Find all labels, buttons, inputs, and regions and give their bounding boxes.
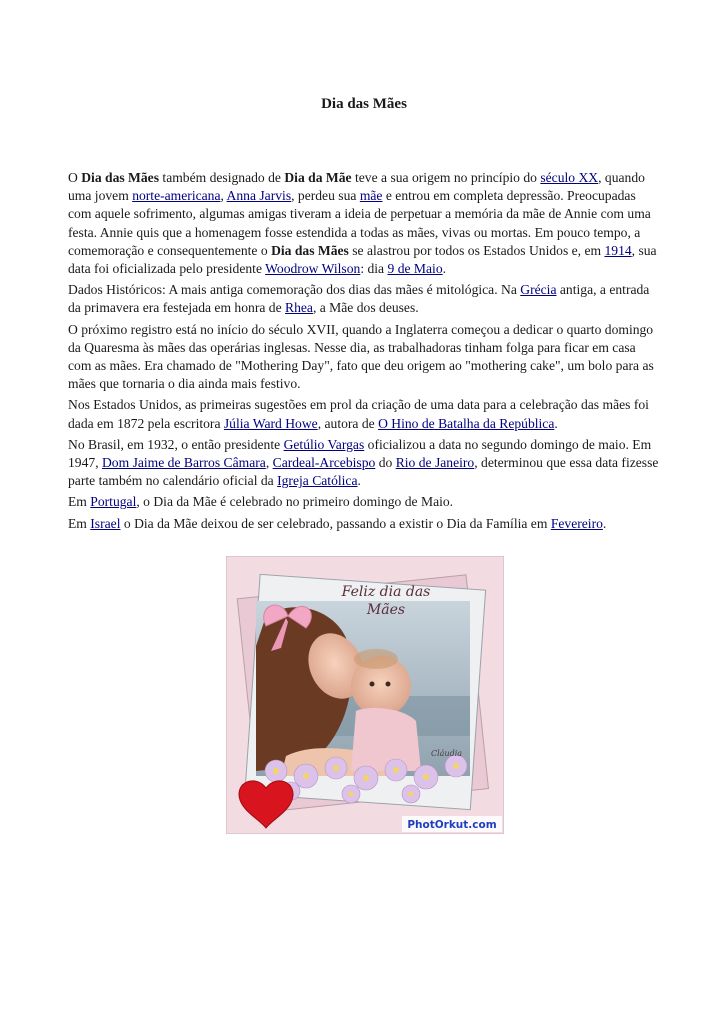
text: .: [554, 415, 558, 431]
text: , determinou que essa data fizesse parte também no calendário oficial da: [68, 455, 659, 489]
link-grecia[interactable]: Grécia: [520, 282, 557, 298]
text: : dia: [360, 261, 388, 277]
paragraph-intro: [68, 169, 662, 278]
paragraph-portugal: [68, 493, 662, 511]
link-rio-de-janeiro[interactable]: Rio de Janeiro: [395, 455, 475, 471]
card-caption-2: Mães: [366, 602, 406, 618]
link-portugal[interactable]: Portugal: [90, 494, 137, 510]
text: , a Mãe dos deuses.: [312, 300, 419, 316]
text: Nos Estados Unidos, as primeiras sugestões em prol da criação de uma data para a celebração das mães foi dada em 1872 pela escritora: [68, 397, 649, 431]
baby-body: [351, 708, 421, 771]
text: .: [357, 473, 361, 489]
paragraph-brazil: [68, 436, 662, 491]
link-rhea[interactable]: Rhea: [285, 300, 313, 316]
text: , sua data foi oficializada pelo presidente: [68, 242, 657, 277]
bold-text: Dia da Mãe: [284, 170, 352, 185]
text: Dados Históricos: A mais antiga comemoração dos dias das mães é mitológica. Na: [68, 282, 521, 298]
paragraph-usa: [68, 396, 662, 432]
text: , quando uma jovem: [68, 170, 645, 204]
card-illustration: [226, 556, 504, 834]
paragraph-england: [68, 321, 662, 394]
text: O próximo registro está no início do século XVII, quando a Inglaterra começou a dedicar o quarto domingo da Quaresma às mães das operárias inglesas. Nesse dia, as trabalhadoras tinham folga para ficar em casa com as mães. Era chamado de "Mothering Day", fato que deu origem ao "mothering cake", um bolo para as mães que tornaria o dia ainda mais festivo.: [68, 321, 654, 392]
text: , autora de: [317, 415, 379, 431]
text: teve a sua origem no princípio do: [351, 170, 541, 185]
link-mae[interactable]: mãe: [359, 188, 383, 204]
bold-text: Dia das Mães: [81, 170, 160, 185]
page-title: Dia das Mães: [321, 96, 407, 112]
text: ,: [220, 188, 227, 204]
link-9-de-maio[interactable]: 9 de Maio: [387, 261, 443, 277]
text: ,: [265, 455, 273, 471]
link-norte-americana[interactable]: norte-americana: [132, 188, 221, 204]
baby-hair: [354, 649, 398, 669]
text: se alastrou por todos os Estados Unidos e, em: [348, 242, 605, 258]
link-hino-batalha-republica[interactable]: O Hino de Batalha da República: [378, 415, 555, 431]
link-dom-jaime[interactable]: Dom Jaime de Barros Câmara: [101, 455, 266, 471]
link-getulio-vargas[interactable]: Getúlio Vargas: [283, 436, 365, 452]
text: também designado de: [159, 170, 285, 185]
paragraph-israel: [68, 515, 662, 533]
text: .: [602, 515, 607, 531]
mothers-day-card-image: [226, 556, 504, 834]
signature: Cláudia: [431, 749, 463, 758]
text: O: [68, 170, 82, 185]
link-julia-ward-howe[interactable]: Júlia Ward Howe: [223, 415, 318, 431]
link-igreja-catolica[interactable]: Igreja Católica: [277, 473, 358, 489]
link-1914[interactable]: 1914: [604, 242, 632, 258]
paragraph-historical: [68, 281, 662, 317]
link-cardeal-arcebispo[interactable]: Cardeal-Arcebispo: [272, 455, 376, 471]
text: o Dia da Mãe deixou de ser celebrado, passando a existir o Dia da Família em: [120, 515, 551, 531]
link-fevereiro[interactable]: Fevereiro: [550, 515, 603, 531]
text: Em: [68, 515, 91, 531]
watermark-text: PhotOrkut.com: [407, 819, 497, 831]
link-seculo-xx[interactable]: século XX: [540, 170, 599, 185]
baby-eye: [370, 682, 375, 687]
card-caption-1: Feliz dia das: [341, 584, 431, 600]
link-israel[interactable]: Israel: [90, 515, 121, 531]
baby-eye: [386, 682, 391, 687]
link-anna-jarvis[interactable]: Anna Jarvis: [226, 188, 292, 204]
document-body: [68, 169, 662, 536]
text: Em: [68, 494, 91, 510]
text: , perdeu sua: [291, 188, 360, 204]
text: , o Dia da Mãe é celebrado no primeiro domingo de Maio.: [136, 494, 454, 510]
text: .: [442, 261, 447, 277]
link-woodrow-wilson[interactable]: Woodrow Wilson: [265, 261, 361, 277]
bold-text: Dia das Mães: [271, 242, 349, 258]
text: antiga, a entrada da primavera era festejada em honra de: [68, 282, 650, 316]
text: do: [375, 455, 396, 471]
text: e entrou em completa depressão. Preocupadas com aquele sofrimento, algumas amigas tiveram a ideia de perpetuar a memória da mãe de Annie com uma festa. Annie quis que a homenagem fosse estendida a todas as mães, vivas ou mortas. Em pouco tempo, a comemoração e consequentemente o: [68, 188, 651, 258]
text: oficializou a data no segundo domingo de maio. Em 1947,: [68, 436, 652, 471]
text: No Brasil, em 1932, o então presidente: [68, 436, 284, 452]
